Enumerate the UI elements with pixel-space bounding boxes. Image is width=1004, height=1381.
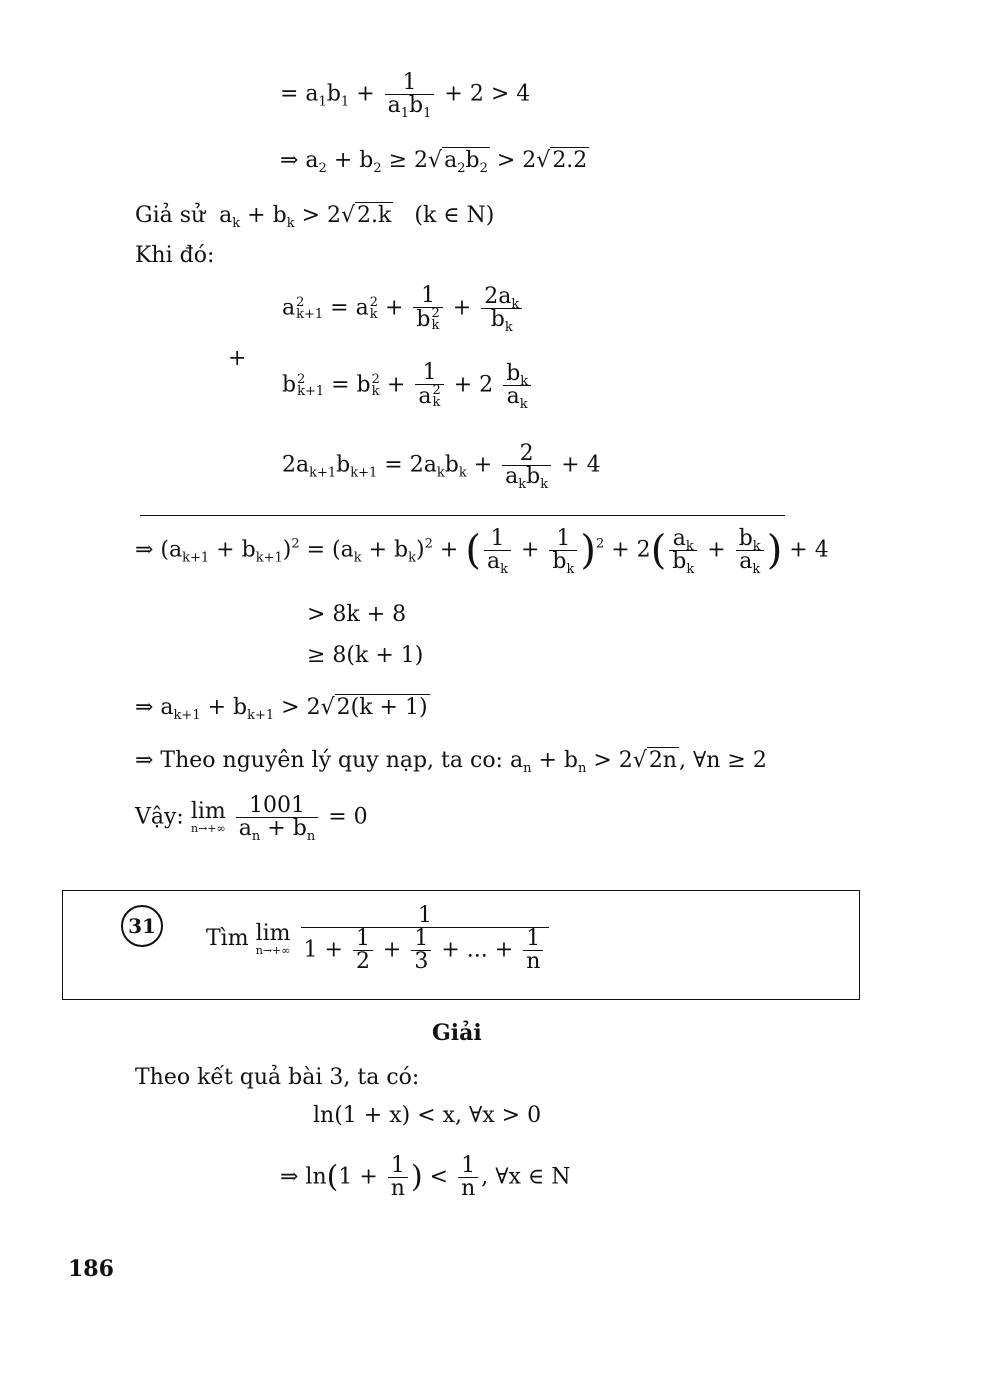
induction-line: ⇒ Theo nguyên lý quy nạp, ta co: $a_n + b_n > 2√2n$, ∀n ≥ 2 [135,748,767,776]
solution-intro: Theo kết quả bài 3, ta có: [135,1065,420,1090]
khi-do-label: Khi đó: [135,243,215,268]
eq-gt-8k: > 8k + 8 [307,602,407,627]
assume-label: Giả sử [135,203,206,228]
eq-ak1-bk1: ⇒ $a_{k+1} + b_{k+1} > 2√2(k + 1)$ [135,695,428,723]
fraction: $\frac{1}{a_1b_1}$ [385,72,435,117]
conclusion-line: Vậy: lim n→+∞ $\frac{1001}{a_n + b_n}$ = 0 [135,793,368,844]
ineq-2: ⇒ ln(1 + $\frac{1}{n}$ ) < $\frac{1}{n}$ , ∀x ∈ N [280,1153,571,1201]
ineq-1: ln(1 + x) < x, ∀x > 0 [313,1103,542,1128]
eq-line-1: = $a_1b_1$ + $\frac{1}{a_1b_1}$ + 2 > 4 [280,70,531,121]
solution-heading: Giải [432,1020,482,1046]
assumption-line: Giả sử $a_k + b_k > 2√2.k$ (k ∈ N) [135,203,495,231]
page-number: 186 [68,1256,114,1282]
eq-line-2: ⇒ $a_2 + b_2 \ge 2√a_2b_2 > 2√2.2$ [280,148,588,176]
sum-divider [140,515,785,516]
eq-2ab: $2a_{k+1}b_{k+1} = 2a_kb_k$ + $\frac{2}{a_kb_k}$ + 4 [282,441,601,492]
eq-a-squared: a 2 k+1 = a 2 k + 1 b 2 k + $\frac{2a_k}{b_k}$ [282,285,525,332]
eq-b-squared: b 2 k+1 = b 2 k + 1 a 2 k + 2 $\frac{b_k}{a_k}$ [282,362,534,409]
problem-number-badge: 31 [121,905,163,947]
eq-ge-8k1: ≥ 8(k + 1) [307,643,424,668]
eq-sum: ⇒ $(a_{k+1} + b_{k+1})^2 = (a_k + b_k)^2$ + ( $\frac{1}{a_k}$ + $\frac{1}{b_k}$ )$^2$ + 2( $\frac{a_k}{b_k}$ + $\frac{b_k}{a_k}$ ) + 4 [135,526,829,577]
problem-statement: Tìm lim n→+∞ 1 1 + $\frac{1}{2}$ + $\frac{1}{3}$ + ... + $\frac{1}{n}$ [206,905,552,973]
plus-sign: + [228,346,247,371]
